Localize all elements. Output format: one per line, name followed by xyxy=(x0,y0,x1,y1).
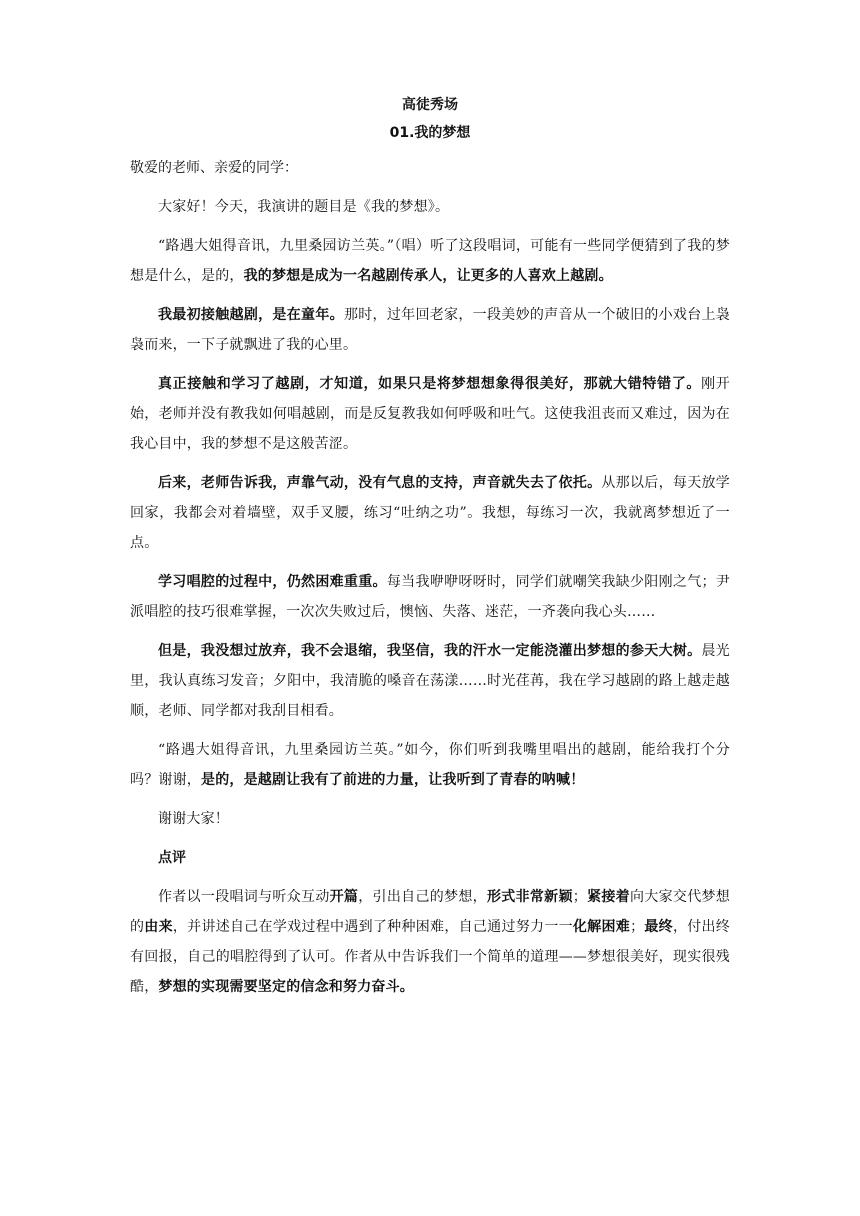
comment-heading: 点评 xyxy=(158,850,186,866)
paragraph-6-text-run: 每当我咿咿呀呀时，同学们就嘲笑我缺少阳刚之气；尹派唱腔的技巧很难掌握，一次次失败过后，懊恼、失落、迷茫，一齐袭向我心头…… xyxy=(130,574,730,620)
paragraph-1 xyxy=(130,192,730,222)
paragraph-3-bold-run: 我最初接触越剧，是在童年。 xyxy=(158,307,344,323)
paragraph-4 xyxy=(130,369,730,459)
paragraph-6 xyxy=(130,567,730,627)
paragraph-5 xyxy=(130,468,730,558)
paragraph-7-text-run: 晨光里，我认真练习发音；夕阳中，我清脆的嗓音在荡漾……时光荏苒，我在学习越剧的路上越走越顺，老师、同学都对我刮目相看。 xyxy=(130,643,730,719)
comment-text-run: ，引出自己的梦想， xyxy=(358,889,487,905)
paragraph-1-text-run: 大家好！今天，我演讲的题目是《我的梦想》。 xyxy=(158,199,450,215)
paragraph-2-bold-run: 我的梦想是成为一名越剧传承人，让更多的人喜欢上越剧。 xyxy=(243,268,613,284)
paragraph-2-text-run: “路遇大姐得音讯，九里桑园访兰英。”（唱）听了这段唱词，可能有一些同学便猜到了我的梦想是什么，是的， xyxy=(130,238,730,284)
comment-text-run: ； xyxy=(630,919,645,935)
paragraph-9-text-run: 谢谢大家！ xyxy=(158,811,229,827)
comment-bold-run: 形式非常新颖 xyxy=(486,889,573,905)
paragraph-6-bold-run: 学习唱腔的过程中，仍然困难重重。 xyxy=(158,574,387,590)
comment-bold-run: 化解困难 xyxy=(572,919,631,935)
comment-paragraph xyxy=(130,882,730,1002)
comment-text-run: ，付出终有回报，自己的唱腔得到了认可。作者从中告诉我们一个简单的道理——梦想很美好，现实很残酷， xyxy=(130,919,730,995)
document-title: 高徒秀场 xyxy=(402,97,458,113)
comment-text-run: ； xyxy=(572,889,587,905)
comment-bold-run: 由来 xyxy=(144,919,173,935)
paragraph-4-text-run: 刚开始，老师并没有教我如何唱越剧，而是反复教我如何呼吸和吐气。这使我沮丧而又难过，因为在我心目中，我的梦想不是这般苦涩。 xyxy=(130,376,730,452)
document-subtitle: 01.我的梦想 xyxy=(389,125,471,141)
comment-text-run: 向大家交代梦想的 xyxy=(130,889,730,935)
paragraph-8-bold-run: 是的，是越剧让我有了前进的力量，让我听到了青春的呐喊！ xyxy=(201,772,585,788)
comment-text-run: ，并讲述自己在学戏过程中遇到了种种困难，自己通过努力一一 xyxy=(172,919,573,935)
document-page xyxy=(130,95,730,1002)
paragraph-8-text-run: “路遇大姐得音讯，九里桑园访兰英。”如今，你们听到我嘴里唱出的越剧，能给我打个分吗？谢谢， xyxy=(130,742,730,788)
paragraph-7-bold-run: 但是，我没想过放弃，我不会退缩，我坚信，我的汗水一定能浇灌出梦想的参天大树。 xyxy=(158,643,702,659)
paragraph-2 xyxy=(130,231,730,291)
paragraph-4-bold-run: 真正接触和学习了越剧，才知道，如果只是将梦想想象得很美好，那就大错特错了。 xyxy=(158,376,702,392)
comment-bold-run: 梦想的实现需要坚定的信念和努力奋斗。 xyxy=(158,979,415,995)
paragraph-5-bold-run: 后来，老师告诉我，声靠气动，没有气息的支持，声音就失去了依托。 xyxy=(158,475,602,491)
paragraph-5-text-run: 从那以后，每天放学回家，我都会对着墙壁，双手叉腰，练习“吐纳之功”。我想，每练习一次，我就离梦想近了一点。 xyxy=(130,475,730,551)
paragraph-3 xyxy=(130,300,730,360)
salutation: 敬爱的老师、亲爱的同学： xyxy=(130,160,298,176)
paragraph-closing xyxy=(130,804,730,834)
comment-bold-run: 紧接着 xyxy=(586,889,630,905)
paragraph-3-text-run: 那时，过年回老家，一段美妙的声音从一个破旧的小戏台上袅袅而来，一下子就飘进了我的心里。 xyxy=(130,307,730,353)
comment-bold-run: 最终 xyxy=(644,919,673,935)
paragraph-7 xyxy=(130,636,730,726)
paragraph-8 xyxy=(130,735,730,795)
comment-bold-run: 开篇 xyxy=(329,889,359,905)
comment-text-run: 作者以一段唱词与听众互动 xyxy=(158,889,330,905)
